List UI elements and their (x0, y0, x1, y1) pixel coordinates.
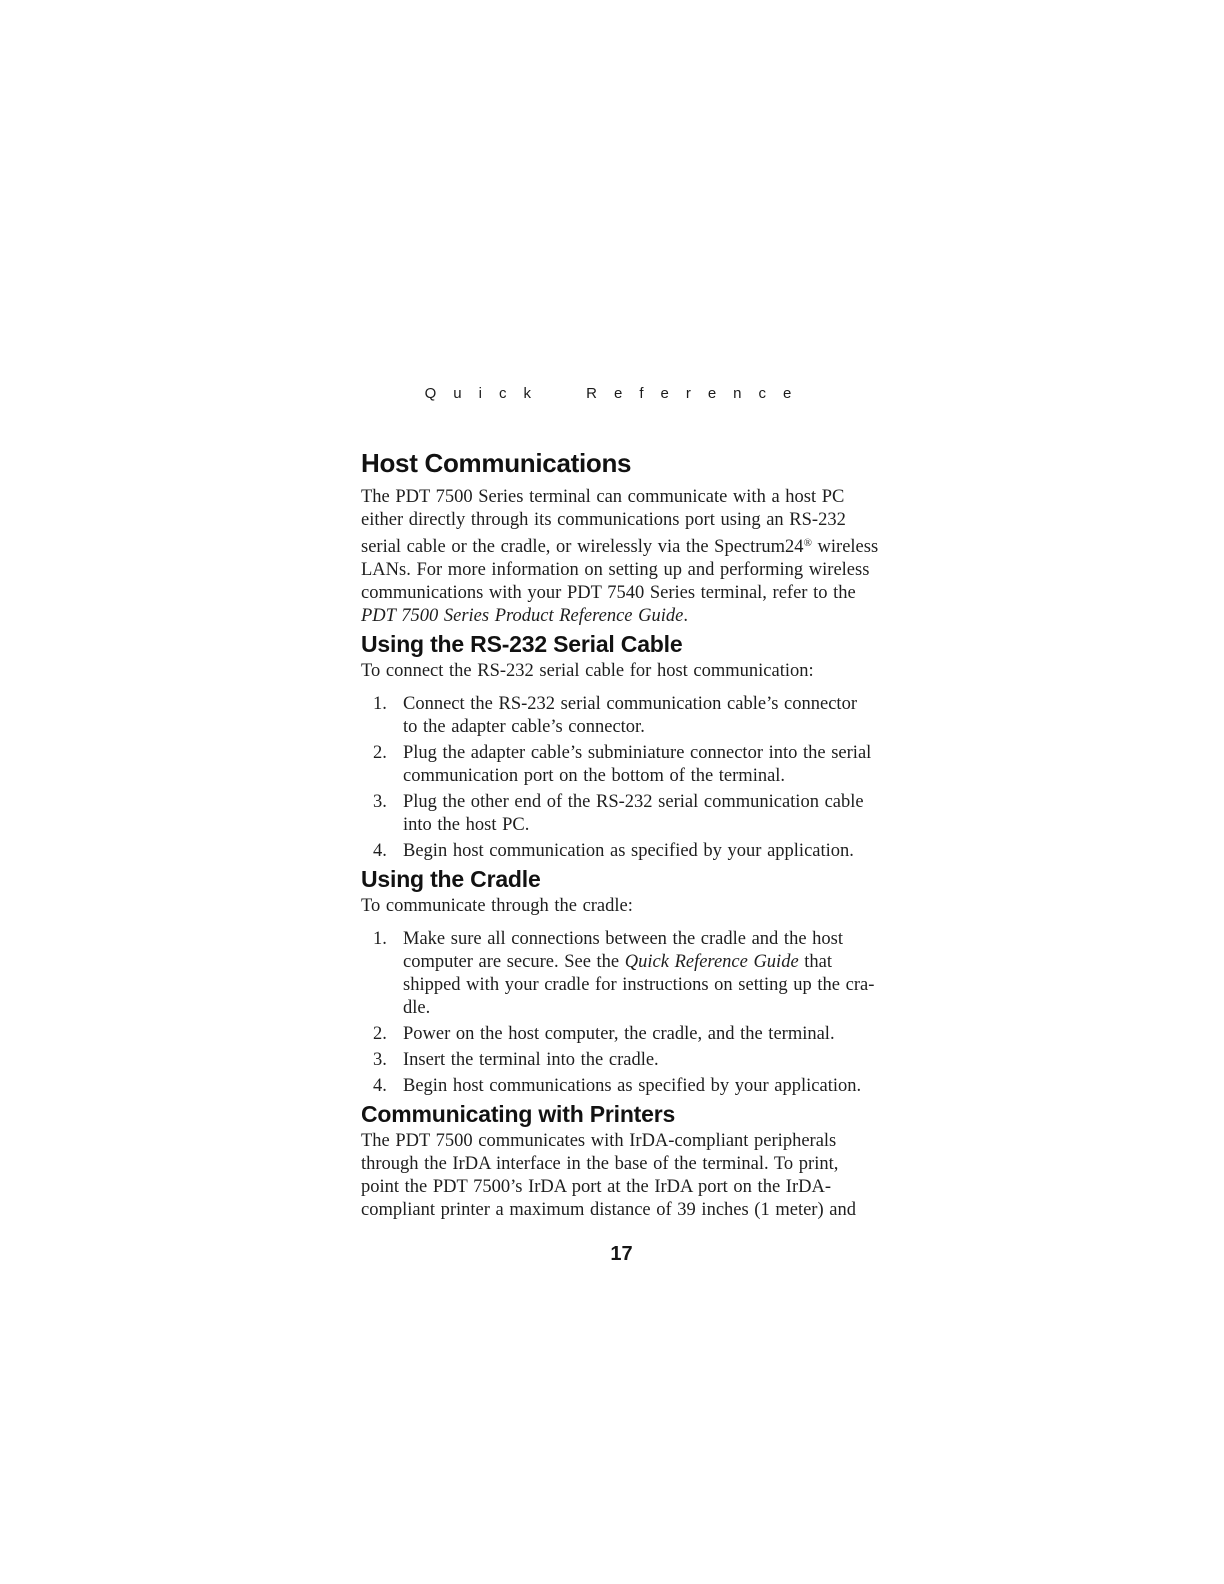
list-item-text (403, 1023, 835, 1046)
list-item-text (403, 1075, 861, 1098)
section-heading: Using the RS-232 Serial Cable (361, 631, 683, 657)
text-segment: To communicate through the cradle: (361, 896, 633, 916)
paragraph-line (403, 1075, 861, 1098)
text-segment: serial cable or the cradle, or wirelessly via the Spectrum24 (361, 537, 804, 557)
paragraph (361, 1130, 872, 1222)
paragraph (361, 486, 879, 628)
paragraph-line (361, 509, 872, 532)
list-item-text (403, 1049, 659, 1072)
ordered-list (361, 693, 872, 863)
text-segment: Begin host communication as specified by your application. (403, 841, 854, 861)
list-item-number: 1. (373, 929, 387, 949)
list-item-number: 2. (373, 743, 387, 763)
paragraph-line (403, 1049, 659, 1072)
text-segment: Make sure all connections between the cradle and the host (403, 929, 843, 949)
paragraph-line (403, 997, 874, 1020)
paragraph-line (361, 660, 872, 683)
paragraph-line (361, 1176, 872, 1199)
text-segment: Plug the other end of the RS-232 serial communication cable (403, 792, 864, 812)
paragraph-line (403, 716, 857, 739)
text-segment: either directly through its communications port using an RS-232 (361, 510, 846, 530)
paragraph-line (361, 486, 872, 509)
paragraph-line (403, 693, 857, 716)
list-item-text (403, 791, 864, 837)
paragraph-line (361, 605, 872, 628)
list-item-number: 4. (373, 841, 387, 861)
text-segment: Connect the RS-232 serial communication cable’s connector (403, 694, 857, 714)
list-item-number: 3. (373, 1050, 387, 1070)
paragraph-line (361, 1130, 872, 1153)
list-item (361, 1023, 872, 1046)
paragraph-line (403, 951, 874, 974)
text-segment: that (798, 952, 833, 972)
section-heading: Using the Cradle (361, 866, 541, 892)
list-item (361, 791, 872, 837)
list-item (361, 840, 872, 863)
text-segment: through the IrDA interface in the base of the terminal. To print, (361, 1154, 839, 1174)
paragraph-line (403, 840, 854, 863)
paragraph-line (403, 765, 871, 788)
text-segment: . (683, 606, 688, 626)
text-segment: The PDT 7500 communicates with IrDA-compliant peripherals (361, 1131, 837, 1151)
italic-text: Quick Reference Guide (624, 952, 799, 972)
list-item-number: 4. (373, 1076, 387, 1096)
paragraph-line (361, 582, 872, 605)
text-segment: Begin host communications as specified by your application. (403, 1076, 862, 1096)
running-header: Quick Reference (424, 385, 809, 402)
paragraph-line (403, 742, 871, 765)
text-segment: computer are secure. See the (403, 952, 625, 972)
text-segment: shipped with your cradle for instructions on setting up the cra- (403, 975, 875, 995)
text-segment: into the host PC. (403, 815, 530, 835)
ordered-list (361, 928, 875, 1098)
paragraph (361, 895, 872, 918)
text-segment: communications with your PDT 7540 Series terminal, refer to the (361, 583, 856, 603)
list-item-text (403, 928, 874, 1020)
list-item-number: 1. (373, 694, 387, 714)
list-item-text (403, 742, 871, 788)
section-heading: Communicating with Printers (361, 1101, 676, 1127)
text-segment: LANs. For more information on setting up and performing wireless (361, 560, 870, 580)
paragraph-line (361, 895, 872, 918)
list-item-number: 3. (373, 792, 387, 812)
page-content (361, 448, 879, 1222)
paragraph-line (361, 532, 879, 559)
list-item (361, 1075, 872, 1098)
paragraph-line (361, 1153, 872, 1176)
text-segment: point the PDT 7500’s IrDA port at the IrDA port on the IrDA- (361, 1177, 831, 1197)
text-segment: The PDT 7500 Series terminal can communicate with a host PC (361, 487, 845, 507)
paragraph-line (403, 974, 874, 997)
page-number: 17 (610, 1243, 633, 1265)
text-segment: compliant printer a maximum distance of 39 inches (1 meter) and (361, 1200, 856, 1220)
paragraph (361, 660, 872, 683)
list-item (361, 1049, 872, 1072)
list-item (361, 928, 875, 1020)
text-segment: communication port on the bottom of the terminal. (403, 766, 786, 786)
page-title: Host Communications (361, 448, 632, 478)
list-item (361, 742, 872, 788)
paragraph-line (403, 1023, 835, 1046)
text-segment: Insert the terminal into the cradle. (403, 1050, 659, 1070)
list-item-text (403, 840, 854, 863)
list-item-text (403, 693, 857, 739)
list-item (361, 693, 872, 739)
paragraph-line (403, 814, 864, 837)
italic-text: PDT 7500 Series Product Reference Guide (361, 606, 684, 626)
text-segment: To connect the RS-232 serial cable for host communication: (361, 661, 814, 681)
text-segment: to the adapter cable’s connector. (403, 717, 645, 737)
text-segment: wireless (811, 537, 879, 557)
paragraph-line (361, 559, 872, 582)
paragraph-line (403, 791, 864, 814)
list-item-number: 2. (373, 1024, 387, 1044)
text-segment: dle. (403, 998, 431, 1018)
text-segment: Power on the host computer, the cradle, and the terminal. (403, 1024, 835, 1044)
text-segment: Plug the adapter cable’s subminiature connector into the serial (403, 743, 872, 763)
paragraph-line (361, 1199, 872, 1222)
registered-mark: ® (803, 537, 812, 549)
paragraph-line (403, 928, 874, 951)
